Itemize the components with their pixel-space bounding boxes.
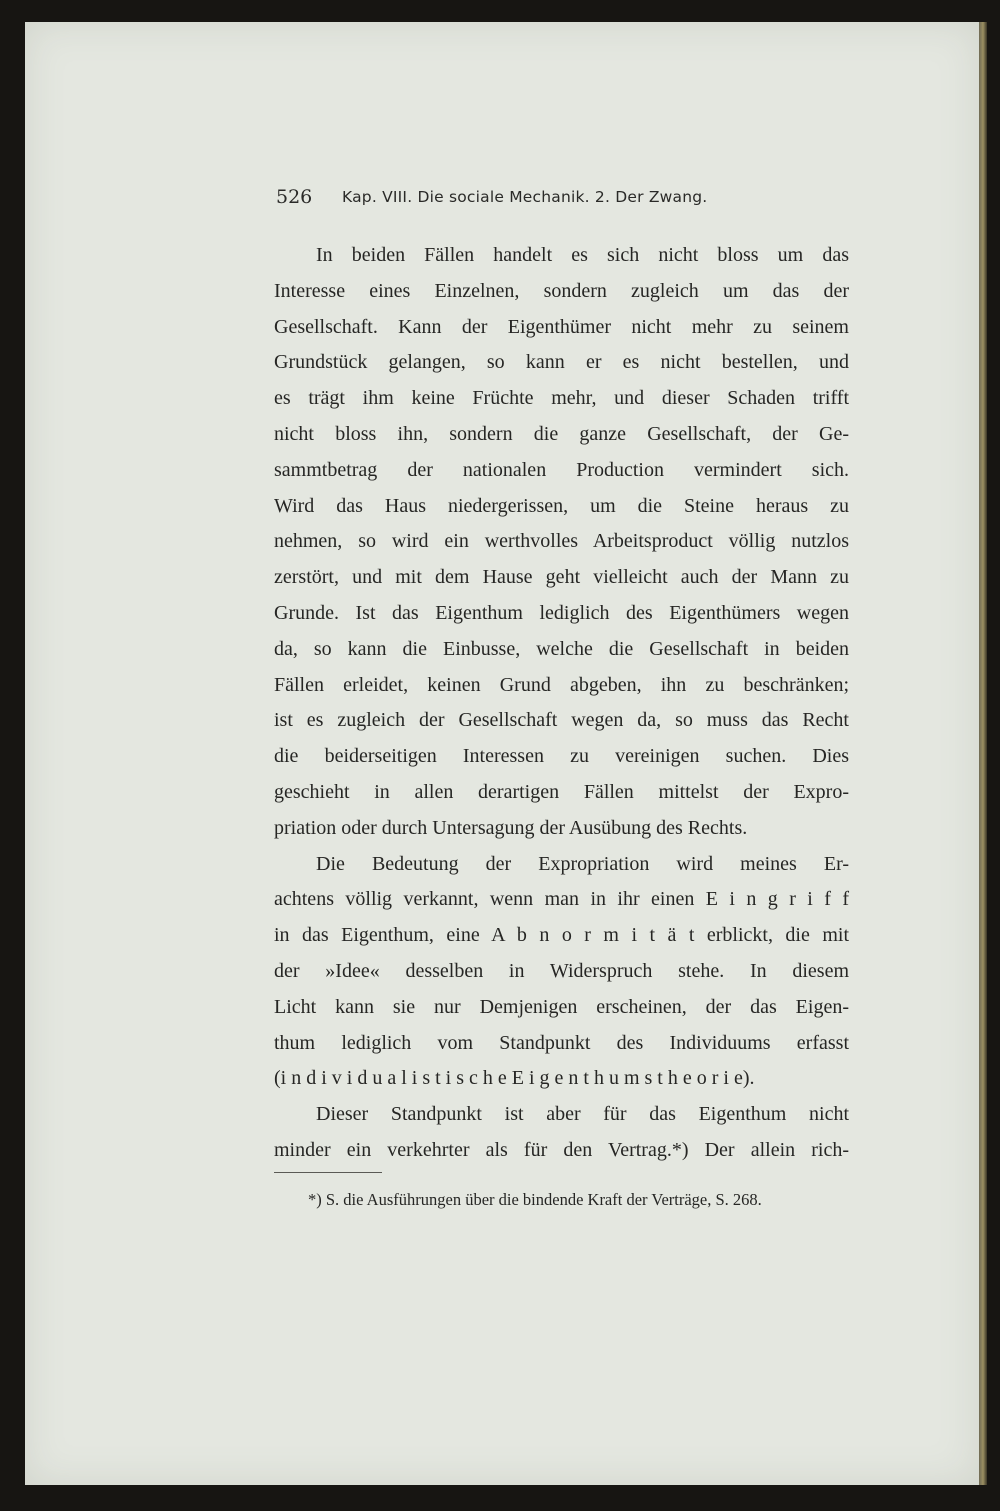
- running-header: [276, 186, 796, 212]
- text-line: nehmen, so wird ein werthvolles Arbeitsproduct völlig nutzlos: [274, 530, 849, 553]
- text-line: die beiderseitigen Interessen zu vereinigen suchen. Dies: [274, 745, 849, 768]
- text-line: zerstört, und mit dem Hause geht vielleicht auch der Mann zu: [274, 566, 849, 589]
- text-line: es trägt ihm keine Früchte mehr, und dieser Schaden trifft: [274, 387, 849, 410]
- text-line: priation oder durch Untersagung der Ausübung des Rechts.: [274, 816, 748, 839]
- text-line: Gesellschaft. Kann der Eigenthümer nicht mehr zu seinem: [274, 315, 849, 338]
- footnote-rule: [274, 1172, 382, 1173]
- page-number: 526: [276, 186, 313, 208]
- text-line: sammtbetrag der nationalen Production vermindert sich.: [274, 458, 849, 481]
- text-line: Interesse eines Einzelnen, sondern zugleich um das der: [274, 279, 849, 302]
- text-line: nicht bloss ihn, sondern die ganze Gesellschaft, der Ge-: [274, 422, 849, 445]
- text-line: Grundstück gelangen, so kann er es nicht bestellen, und: [274, 351, 849, 374]
- page-edge: [979, 22, 987, 1485]
- text-line: da, so kann die Einbusse, welche die Gesellschaft in beiden: [274, 637, 849, 660]
- text-line: Grunde. Ist das Eigenthum lediglich des Eigenthümers wegen: [274, 601, 849, 624]
- text-line: Die Bedeutung der Expropriation wird meines Er-: [316, 852, 849, 875]
- text-line: Licht kann sie nur Demjenigen erscheinen, der das Eigen-: [274, 995, 849, 1018]
- text-line: In beiden Fällen handelt es sich nicht bloss um das: [316, 244, 849, 266]
- text-line: thum lediglich vom Standpunkt des Individuums erfasst: [274, 1031, 849, 1054]
- footnote: *) S. die Ausführungen über die bindende Kraft der Verträge, S. 268.: [308, 1190, 762, 1209]
- text-line: achtens völlig verkannt, wenn man in ihr einen E i n g r i f f: [274, 888, 849, 911]
- running-title: Kap. VIII. Die sociale Mechanik. 2. Der Zwang.: [342, 188, 708, 206]
- text-line: ist es zugleich der Gesellschaft wegen da, so muss das Recht: [274, 709, 849, 732]
- text-line: (i n d i v i d u a l i s t i s c h e E i g e n t h u m s t h e o r i e).: [274, 1067, 755, 1090]
- text-line: Wird das Haus niedergerissen, um die Steine heraus zu: [274, 494, 849, 517]
- body-text: [274, 238, 849, 1169]
- text-line: geschieht in allen derartigen Fällen mittelst der Expro-: [274, 780, 849, 803]
- text-line: minder ein verkehrter als für den Vertrag.*) Der allein rich-: [274, 1138, 849, 1161]
- text-line: in das Eigenthum, eine A b n o r m i t ä t erblickt, die mit: [274, 924, 849, 947]
- text-line: Fällen erleidet, keinen Grund abgeben, ihn zu beschränken;: [274, 673, 849, 696]
- text-line: Dieser Standpunkt ist aber für das Eigenthum nicht: [316, 1103, 849, 1126]
- text-line: der »Idee« desselben in Widerspruch stehe. In diesem: [274, 959, 849, 982]
